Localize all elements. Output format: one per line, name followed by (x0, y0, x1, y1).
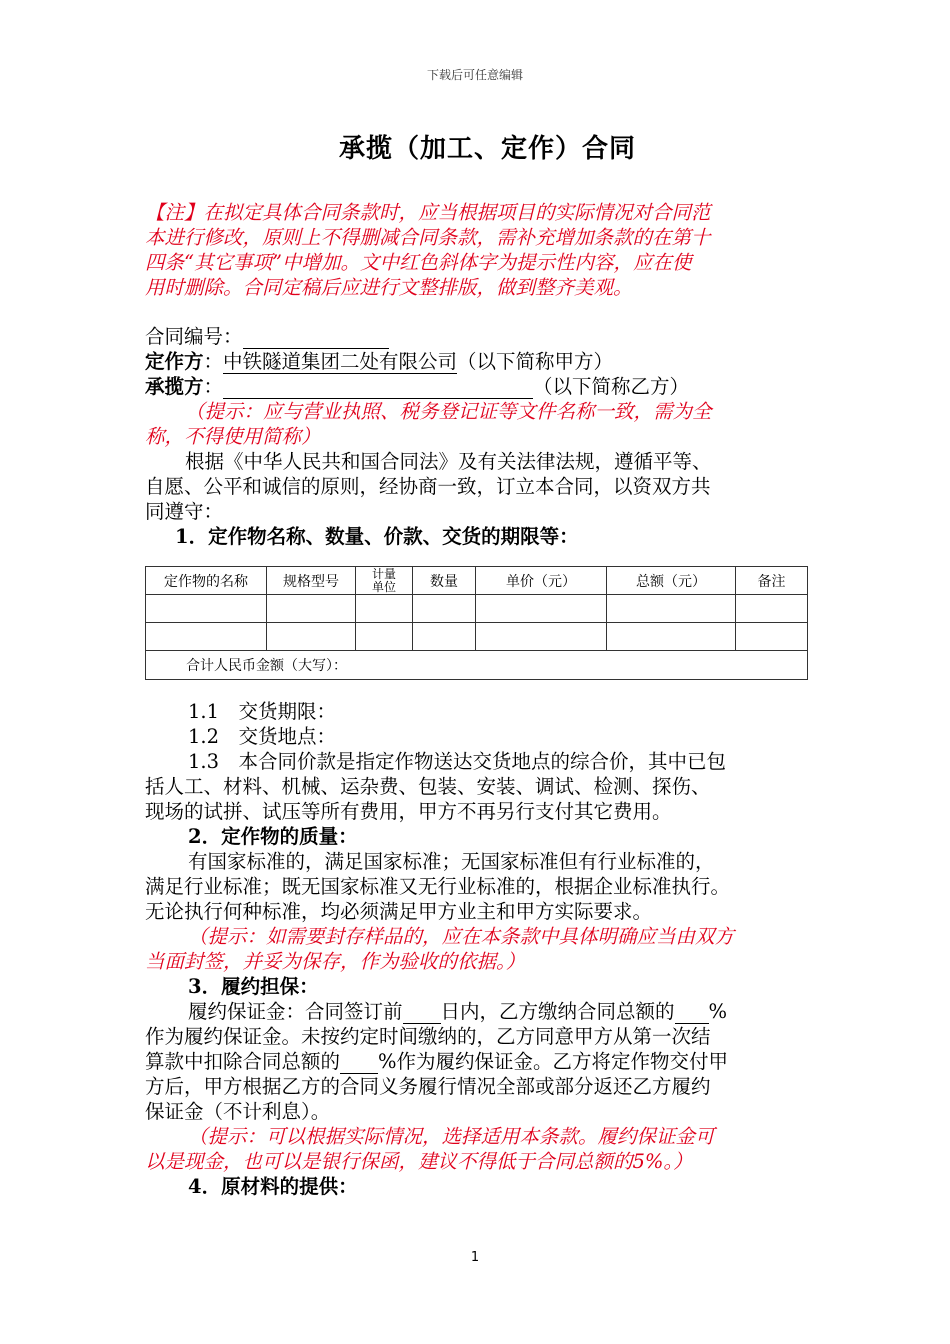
table-cell[interactable] (476, 595, 607, 623)
clause-1-1: 1.1 交货期限： (188, 700, 337, 723)
deposit-percent-label: 日内，乙方缴纳合同总额的 (440, 1000, 675, 1023)
table-cell[interactable] (356, 623, 413, 651)
header-unit-top: 计量 (371, 566, 396, 581)
table-cell[interactable] (607, 623, 736, 651)
table-cell[interactable] (413, 595, 476, 623)
party-b-suffix: （以下简称乙方） (533, 375, 690, 398)
section-3-line-1 (188, 999, 727, 1024)
table-header-row (146, 567, 808, 595)
section-3-line-2: 作为履约保证金。未按约定时间缴纳的，乙方同意甲方从第一次结 (145, 1025, 711, 1048)
party-a-suffix: （以下简称甲方） (457, 350, 614, 373)
party-a-label: 定作方 (145, 350, 204, 373)
clause-1-3-line: 1.3 本合同价款是指定作物送达交货地点的综合价，其中已包 (188, 750, 727, 773)
header-total: 总额（元） (607, 567, 736, 595)
party-b-name-blank[interactable] (223, 378, 533, 399)
preamble-line: 自愿、公平和诚信的原则，经协商一致，订立本合同，以资双方共 (145, 475, 711, 498)
table-cell[interactable] (267, 623, 356, 651)
section-3-line-3 (145, 1049, 728, 1074)
table-cell[interactable] (356, 595, 413, 623)
preamble-line: 同遵守： (145, 500, 224, 523)
contract-number-row (145, 324, 389, 349)
section-2-line: 无论执行何种标准，均必须满足甲方业主和甲方实际要求。 (145, 900, 653, 923)
table-cell[interactable] (413, 623, 476, 651)
clause-1-3-line: 现场的试拼、试压等所有费用，甲方不再另行支付其它费用。 (145, 800, 672, 823)
note-line: 本进行修改，原则上不得删减合同条款，需补充增加条款的在第十 (145, 226, 711, 249)
page-number: 1 (470, 1250, 480, 1265)
section-2-hint: （提示：如需要封存样品的，应在本条款中具体明确应当由双方 (188, 925, 735, 948)
header-unit (356, 567, 413, 595)
table-row (146, 623, 808, 651)
contract-title: 承揽（加工、定作）合同 (338, 134, 636, 164)
section-2-line: 有国家标准的，满足国家标准；无国家标准但有行业标准的， (188, 850, 715, 873)
deposit-days-blank[interactable] (403, 1003, 441, 1024)
contract-number-label: 合同编号： (145, 325, 243, 348)
clause-1-2: 1.2 交货地点： (188, 725, 337, 748)
section-3-hint: （提示：可以根据实际情况，选择适用本条款。履约保证金可 (188, 1125, 715, 1148)
hint-line: （提示：应与营业执照、税务登记证等文件名称一致，需为全 (185, 400, 712, 423)
party-b-label: 承揽方 (145, 375, 204, 398)
party-b-colon: ： (203, 375, 224, 398)
section-3-heading: 3．履约担保： (188, 975, 319, 998)
section-3-line-4: 方后，甲方根据乙方的合同义务履行情况全部或部分返还乙方履约 (145, 1075, 711, 1098)
page-header: 下载后可任意编辑 (426, 68, 523, 82)
section-3-hint: 以是现金，也可以是银行保函，建议不得低于合同总额的5%。） (145, 1150, 693, 1173)
party-a-name: 中铁隧道集团二处有限公司 (223, 350, 458, 373)
note-line: 四条“其它事项”中增加。文中红色斜体字为提示性内容，应在使 (145, 251, 692, 274)
header-remark: 备注 (736, 567, 808, 595)
party-a-row (145, 349, 613, 374)
deposit-days-label: 履约保证金：合同签订前 (188, 1000, 403, 1023)
table-cell[interactable] (736, 595, 808, 623)
table-total-row (146, 651, 808, 680)
section-2-line: 满足行业标准；既无国家标准又无行业标准的，根据企业标准执行。 (145, 875, 731, 898)
header-name: 定作物的名称 (146, 567, 267, 595)
party-b-row (145, 374, 689, 399)
note-line: 用时删除。合同定稿后应进行文整排版，做到整齐美观。 (145, 276, 633, 299)
section-2-heading: 2．定作物的质量： (188, 825, 358, 848)
party-a-colon: ： (203, 350, 224, 373)
preamble-line: 根据《中华人民共和国合同法》及有关法律法规，遵循平等、 (185, 450, 712, 473)
section-4-heading: 4．原材料的提供： (188, 1175, 358, 1198)
header-qty: 数量 (413, 567, 476, 595)
deduct-percent-blank[interactable] (340, 1053, 378, 1074)
table-cell[interactable] (146, 595, 267, 623)
section-3-line-5: 保证金（不计利息）。 (145, 1100, 331, 1123)
contract-number-blank[interactable] (243, 328, 389, 349)
hint-line: 称，不得使用简称） (145, 425, 321, 448)
header-unit-price: 单价（元） (476, 567, 607, 595)
note-line: 【注】在拟定具体合同条款时，应当根据项目的实际情况对合同范 (145, 201, 711, 224)
table-cell[interactable] (267, 595, 356, 623)
deposit-percent-blank[interactable] (675, 1003, 709, 1024)
table-cell[interactable] (736, 623, 808, 651)
deduct-suffix: %作为履约保证金。乙方将定作物交付甲 (378, 1050, 729, 1073)
section-2-hint: 当面封签，并妥为保存，作为验收的依据。） (145, 950, 526, 973)
header-unit-bottom: 单位 (371, 579, 396, 594)
header-spec: 规格型号 (267, 567, 356, 595)
deduct-label: 算款中扣除合同总额的 (145, 1050, 341, 1073)
clause-1-3-line: 括人工、材料、机械、运杂费、包装、安装、调试、检测、探伤、 (145, 775, 711, 798)
percent-sign: % (708, 1000, 728, 1023)
table-cell[interactable] (476, 623, 607, 651)
section-1-heading: 1．定作物名称、数量、价款、交货的期限等： (175, 525, 579, 548)
items-table (145, 566, 808, 680)
table-row (146, 595, 808, 623)
total-amount-label: 合计人民币金额（大写）： (146, 651, 808, 680)
table-cell[interactable] (146, 623, 267, 651)
table-cell[interactable] (607, 595, 736, 623)
